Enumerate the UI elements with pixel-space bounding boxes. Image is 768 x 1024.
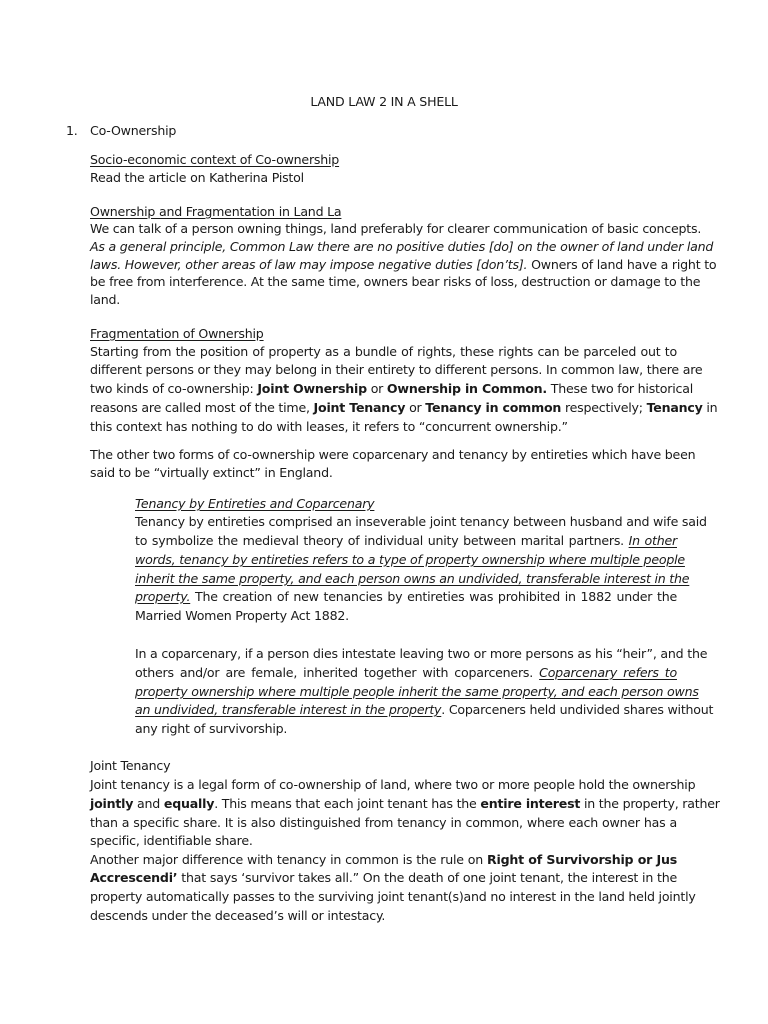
text-run: reasons are called most of the time, bbox=[90, 400, 314, 415]
coparcenary-line-3: property ownership where multiple people inherit the same property, and each person owns bbox=[135, 684, 699, 699]
page-title: LAND LAW 2 IN A SHELL bbox=[310, 94, 458, 109]
entireties-line-5 bbox=[135, 588, 677, 607]
text-run: in bbox=[702, 400, 718, 415]
text-run: These two for historical bbox=[546, 381, 693, 396]
ownership-in-common-term: Ownership in Common. bbox=[386, 381, 547, 396]
entireties-heading: Tenancy by Entireties and Coparcenary bbox=[135, 496, 375, 511]
coparcenary-line-2 bbox=[135, 664, 677, 683]
joint-tenancy-term: Joint Tenancy bbox=[313, 400, 406, 415]
fragmentation-p2-line-2: said to be “virtually extinct” in England. bbox=[90, 465, 333, 480]
fragmentation-line-2: different persons or they may belong in their entirety to different persons. In common law, there are bbox=[90, 362, 703, 377]
jointly-term: jointly bbox=[90, 796, 134, 811]
text-run: in the property, rather bbox=[580, 796, 720, 811]
coparcenary-line-4 bbox=[135, 701, 714, 720]
entireties-line-4: inherit the same property, and each person owns an undivided, transferable interest in the bbox=[135, 571, 690, 586]
fragmentation-heading: Fragmentation of Ownership bbox=[90, 326, 264, 341]
joint-line-6 bbox=[90, 869, 677, 888]
joint-line-8: descends under the deceased’s will or intestacy. bbox=[90, 908, 386, 923]
text-run: to symbolize the medieval theory of individual unity between marital partners. bbox=[135, 533, 629, 548]
right-of-survivorship-term: Right of Survivorship or Jus bbox=[487, 852, 677, 867]
text-run: others and/or are female, inherited together with coparceners. bbox=[135, 665, 540, 680]
underlined-text-run: an undivided, transferable interest in the property bbox=[135, 702, 442, 717]
entire-interest-term: entire interest bbox=[480, 796, 581, 811]
joint-line-5 bbox=[90, 851, 677, 870]
joint-line-3: than a specific share. It is also distinguished from tenancy in common, where each owner has a bbox=[90, 815, 677, 830]
text-run: that says ‘survivor takes all.” On the death of one joint tenant, the interest in the bbox=[177, 870, 677, 885]
entireties-line-3: words, tenancy by entireties refers to a type of property ownership where multiple people bbox=[135, 552, 685, 567]
joint-line-7: property automatically passes to the surviving joint tenant(s)and no interest in the land held jointly bbox=[90, 889, 696, 904]
entireties-line-1: Tenancy by entireties comprised an inseverable joint tenancy between husband and wife said bbox=[135, 514, 707, 529]
entireties-line-6: Married Women Property Act 1882. bbox=[135, 608, 349, 623]
fragmentation-line-1: Starting from the position of property as a bundle of rights, these rights can be parceled out to bbox=[90, 344, 677, 359]
joint-tenancy-heading: Joint Tenancy bbox=[90, 758, 171, 773]
ownership-line-4: be free from interference. At the same time, owners bear risks of loss, destruction or damage to the bbox=[90, 274, 701, 289]
coparcenary-line-5: any right of survivorship. bbox=[135, 721, 288, 736]
socio-heading: Socio-economic context of Co-ownership bbox=[90, 152, 340, 167]
fragmentation-line-4 bbox=[90, 399, 718, 418]
underlined-text-run: property. bbox=[135, 589, 191, 604]
accrescendi-term: Accrescendi’ bbox=[90, 870, 178, 885]
joint-ownership-term: Joint Ownership bbox=[257, 381, 367, 396]
text-run: . This means that each joint tenant has the bbox=[214, 796, 481, 811]
underlined-text-run: Coparcenary refers to bbox=[539, 665, 677, 680]
joint-line-1: Joint tenancy is a legal form of co-ownership of land, where two or more people hold the ownership bbox=[90, 777, 696, 792]
text-run: or bbox=[405, 400, 426, 415]
text-run: . Coparceners held undivided shares without bbox=[441, 702, 714, 717]
joint-line-2 bbox=[90, 795, 720, 814]
joint-line-4: specific, identifiable share. bbox=[90, 833, 253, 848]
entireties-line-2 bbox=[135, 532, 677, 551]
ownership-line-3-italic: laws. However, other areas of law may impose negative duties [don’ts]. bbox=[90, 257, 528, 272]
ownership-line-3-rest: Owners of land have a right to bbox=[527, 257, 717, 272]
text-run: Another major difference with tenancy in common is the rule on bbox=[90, 852, 487, 867]
fragmentation-p2-line-1: The other two forms of co-ownership were coparcenary and tenancy by entireties which have been bbox=[90, 447, 696, 462]
text-run: or bbox=[366, 381, 387, 396]
ownership-line-2: As a general principle, Common Law there are no positive duties [do] on the owner of land under land bbox=[90, 239, 714, 254]
ownership-line-5: land. bbox=[90, 292, 121, 307]
text-run: two kinds of co-ownership: bbox=[90, 381, 258, 396]
underlined-text-run: In other bbox=[628, 533, 677, 548]
ownership-line-3 bbox=[90, 256, 717, 275]
socio-text: Read the article on Katherina Pistol bbox=[90, 170, 304, 185]
fragmentation-line-3 bbox=[90, 380, 693, 399]
equally-term: equally bbox=[163, 796, 215, 811]
ownership-heading: Ownership and Fragmentation in Land La bbox=[90, 204, 342, 219]
tenancy-term: Tenancy bbox=[646, 400, 703, 415]
text-run: The creation of new tenancies by entireties was prohibited in 1882 under the bbox=[190, 589, 677, 604]
section-number: 1. bbox=[66, 123, 78, 138]
section-heading: Co-Ownership bbox=[90, 123, 177, 138]
tenancy-in-common-term: Tenancy in common bbox=[425, 400, 562, 415]
fragmentation-line-5: this context has nothing to do with leases, it refers to “concurrent ownership.” bbox=[90, 419, 568, 434]
coparcenary-line-1: In a coparcenary, if a person dies intestate leaving two or more persons as his “heir”, and the bbox=[135, 646, 708, 661]
text-run: respectively; bbox=[561, 400, 647, 415]
ownership-line-1: We can talk of a person owning things, land preferably for clearer communication of basic concepts. bbox=[90, 221, 702, 236]
text-run: and bbox=[133, 796, 164, 811]
